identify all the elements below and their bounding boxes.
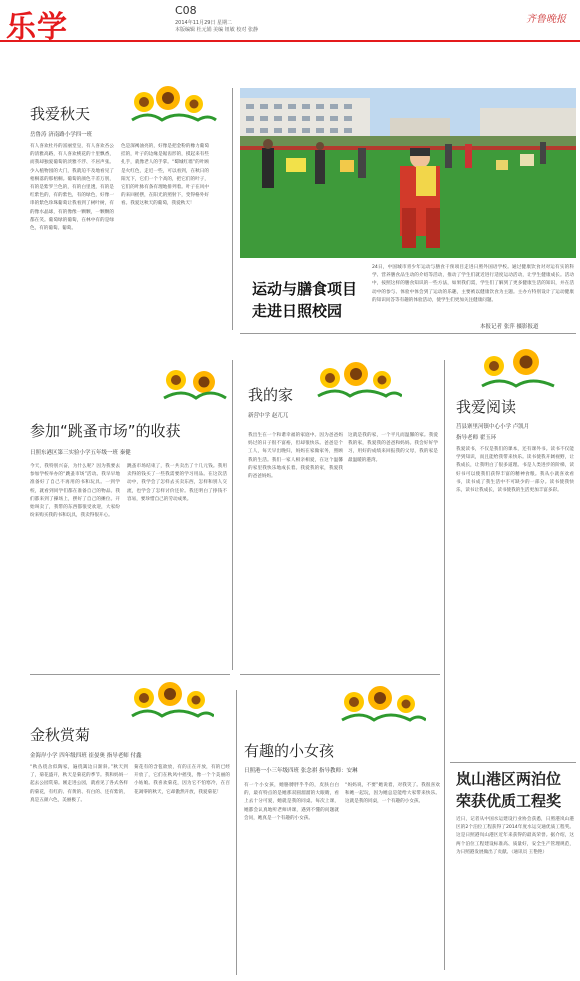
chrysanthemum-title: 金秋赏菊 — [30, 726, 91, 744]
sunflower-decoration — [478, 348, 558, 388]
girl-title: 有趣的小女孩 — [244, 742, 335, 760]
autumn-body-col2: 色是深褐油亮的，好像是把金粉的橡力葡萄挂的，叶子的边缘是锯齿形的，摸起来有些扎手，就像老人的手掌。“蜀城红墙”的叶顾是火红色，走近一些，可以看到，在秋日的阳光下，它们一个个高的，把它们的叶子，它们的叶脉有条有理地排列着。叶子在风中的来回摇摆，在阳光的照射下，变得格外好看。我爱这秋天的葡萄，我爱秋天！ — [121, 144, 209, 207]
section-rule — [240, 333, 576, 334]
chrysanthemum-byline: 金海岸小学 四年级四班 崔晏奥 指导老师 付鑫 — [30, 753, 142, 759]
date-line: 2014年11月29日 星期二 — [175, 20, 233, 26]
section-rule — [240, 674, 440, 675]
sunflower-decoration — [340, 686, 426, 722]
girl-byline: 日照港一小三年级四班 张念祺 指导教师：安琳 — [244, 768, 358, 774]
section-rule — [450, 762, 576, 763]
autumn-byline: 岳鲁涛 济南路小学四一班 — [30, 132, 93, 138]
sunflower-decoration — [316, 362, 402, 398]
reading-byline2: 指导老师 翟玉环 — [456, 435, 497, 441]
flea-title: 参加“跳蚤市场”的收获 — [30, 422, 181, 440]
column-rule — [232, 360, 233, 670]
brand-logo: 齐鲁晚报 — [526, 14, 566, 25]
home-byline: 新营中学 赵兀兀 — [248, 413, 289, 419]
chrysanthemum-body-col1: “秋丛绕舍似陶家，遍绕篱边日渐斜。”秋天到了，菊花盛开，秋天是菊花的季节。我和妈妈一起去公园赏菊。刚走进公园，就看见了各式各样的菊花，有红的、有黄的、有白的、还有紫的，真是五颜六色，美丽极了。 — [30, 765, 128, 803]
sports-title-line1: 运动与膳食项目 — [252, 280, 358, 298]
girl-body-col1: 有一个小女孩，她胳膊胖乎乎的，皮肤白白的，最有特点的是她那双圆溜溜的大眼睛，看上去十分可爱，她就是我的同桌。每次上课，她都会认真地听老师讲课，遇到不懂的问题就会问，她真是一个有趣的小女孩。 — [244, 783, 339, 821]
port-title-line2: 荣获优质工程奖 — [456, 792, 562, 810]
issue-meta — [175, 20, 258, 34]
girl-body-col3: “妈妈说，不要”她说着，对我笑了。我很喜欢和她一起玩，因为她总是能给大家带来快乐。这就是我的同桌，一个有趣的小女孩。 — [345, 783, 440, 805]
home-body-col1: 我出生在一个和谐幸福的家庭中。因为爸爸妈妈过的日子很不富裕，但却很快乐。爸爸是个工人，每天早出晚归，妈妈在家做家务，照顾我的生活。我们一家人相亲相爱，在这个温馨的家里我快乐地成长着。我爱我的家，我爱我的爸爸妈妈。 — [248, 433, 343, 480]
chrysanthemum-body-col2: 菊花有的含苞欲放，有的正在开放，有的已经开放了，它们在秋风中摇曳，像一个个美丽的小姑娘。我喜欢菊花，因为它不怕寒冷，在百花凋零的秋天，它却傲然开放，我爱菊花！ — [134, 765, 230, 795]
autumn-title: 我爱秋天 — [30, 105, 91, 123]
home-body-col2: 这就是我的家，一个平凡而温馨的家。我爱我的家，我爱我的爸爸和妈妈。我会好好学习，用好的成绩来回报我的父母，我的家是最温暖的港湾。 — [348, 433, 438, 463]
flea-byline: 日照东港区第三实验小学五年级一班 秦健 — [30, 450, 131, 456]
page-number: C08 — [175, 4, 197, 17]
home-title: 我的家 — [248, 386, 294, 404]
reading-byline: 莒县寨里河镇中心小学 卢凯月 — [456, 424, 530, 430]
section-logo: 乐学 — [6, 10, 68, 45]
sports-reporter: 本报记者 张萍 摄影报道 — [480, 324, 539, 330]
reading-body: 我爱读书，不仅是我们的课本，还有课外书。读书不仅能学到知识，而且能给我带来快乐。读书使我开阔视野，让我成长，让我明白了很多道理。书是人类进步的阶梯，读好书可以使我们获得丰富的精神食粮。我从小就喜欢看书，读书成了我生活中不可缺少的一部分。读书使我快乐，读书让我成长，读书使我的生活更加丰富多彩。 — [456, 447, 574, 494]
sunflower-decoration — [160, 366, 230, 400]
reading-title: 我爱阅读 — [456, 398, 517, 416]
port-body: 近日，记者从中国水运建设行业协会获悉，日照港岚山港区的2个泊位工程获得了2014年度水运交通优质工程奖。这是日照港岚山港区近年来获得的最高荣誉。据介绍，这两个泊位工程建设标准高、质量好，安全生产管理规范，为日照港发展做出了贡献。（通讯员 王艳艳） — [456, 817, 574, 855]
port-title-line1: 岚山港区两泊位 — [456, 770, 562, 788]
flea-body-col1: 今天，我特别兴奋，为什么呢？因为我要去参加学校举办的“跳蚤市场”活动。我早早地准备好了自己不再用的书和玩具。一到学校，就看到同学们都在准备自己的物品。我们都来到了操场上，摆好了自己的摊位。开始叫卖了，我带的东西都很受欢迎，大家纷纷来购买我的书和玩具，我卖得很开心。 — [30, 464, 120, 519]
masthead — [0, 0, 580, 45]
section-rule — [30, 674, 230, 675]
column-rule — [444, 360, 445, 970]
sports-photo — [240, 88, 576, 258]
column-rule — [236, 690, 237, 975]
autumn-body-col1: 有人喜欢杜丹的富丽堂皇，有人喜欢杏公的清雅高路，有人喜欢桃花的十里飘香，而我却独爱葡萄的淡雅不浮、不居声张。少入植物园的大门，我就迫不及地看见了梧桐落的那梧桐。葡萄的颜色千差万别，有的是紫罗兰色的，有的白里透，有的是红紫色的，有的紫色，有的绿色，好像一串的紫色珍珠葡萄让我看到了树叶树，有的像水晶球，有的像像一颗颗，一颗颗的都在笑。葡萄绿的葡萄，在林中有的是绿色，有的葡萄。葡萄。 — [30, 144, 114, 232]
column-rule — [232, 88, 233, 330]
sports-title-line2: 走进日照校园 — [252, 302, 343, 320]
flea-body-col2: 跳蚤市场结束了，我一共卖出了十几元钱。我用卖得的钱买了一些我需要的学习用品。在这次活动中，我学会了怎样去买卖东西，怎样和别人交流，也学会了怎样讨价还价。我还明白了挣钱不容易，要珍惜自己的劳动成果。 — [127, 464, 227, 502]
sunflower-decoration — [128, 86, 218, 122]
sports-body: 24日，中国城市青少年运动与膳食干预项目走进日照外国语学校。通过健康饮食对对运有实的科学、营养膳食品生动的介绍等活动，推动了学生们就近进行适度运动活动，让学生健康成长。活动中，按照这样的膳食知识的一些方法，如果我们需，学生们了解到了更多健康生活的知识，并在活动中的参与、体验中体会到了运动的乐趣，主要被以健康饮食为主题。主办方特别设计了运动健康的知识问答等有趣的体验活动，使学生们更加关注健康问题。 — [372, 265, 574, 303]
sunflower-decoration — [128, 682, 214, 718]
editor-line: 本版编辑 杜元娟 美编 钮敏 校对 张静 — [175, 27, 258, 33]
